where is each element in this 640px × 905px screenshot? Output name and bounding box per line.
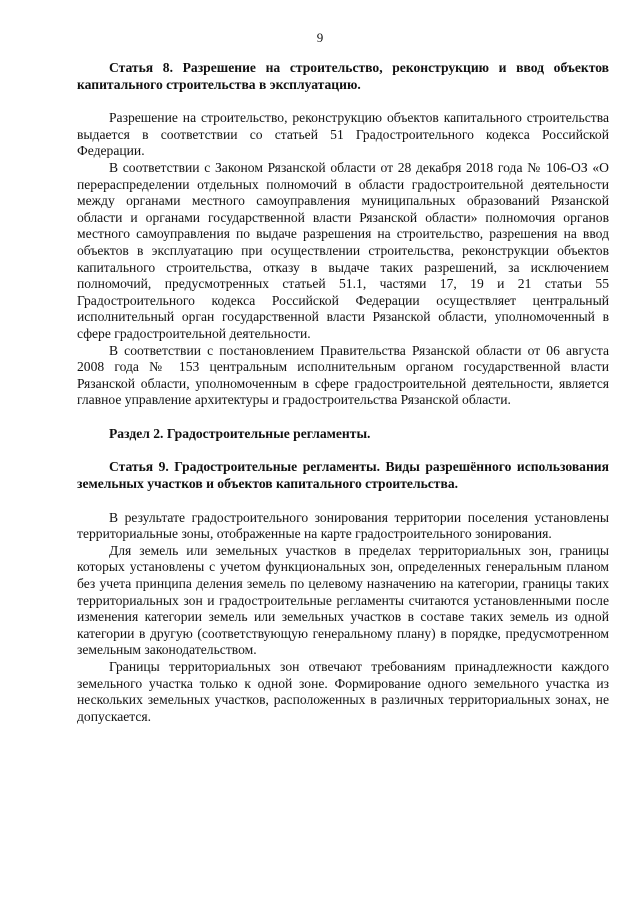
- article-8-paragraph-3: В соответствии с постановлением Правительства Рязанской области от 06 августа 2008 года № 153 центральным исполнительным органом государственной власти Рязанской области, уполномоченным в сфере градостроительной деятельности, является главное управление архитектуры и градостроительства Рязанской области.: [77, 342, 609, 408]
- section-2-heading: Раздел 2. Градостроительные регламенты.: [109, 425, 371, 441]
- article-8-paragraph-1: Разрешение на строительство, реконструкцию объектов капитального строительства выдается в соответствии со статьей 51 Градостроительного кодекса Российской Федерации.: [77, 110, 609, 159]
- page-number: 9: [316, 30, 324, 45]
- article-9-heading: Статья 9. Градостроительные регламенты. Виды разрешённого использования земельных участков и объектов капитального строительства.: [77, 459, 609, 492]
- article-9-paragraph-2: Для земель или земельных участков в пределах территориальных зон, границы которых установлены с учетом функциональных зон, определенных генеральным планом без учета принципа деления земель по целевому назначению на категории, границы таких территориальных зон и градостроительные регламенты считаются установленными после изменения категории земель или земельных участков в составе таких земель из одной категории в другую (соответствующую генеральному плану) в порядке, предусмотренном земельным законодательством.: [77, 542, 609, 658]
- article-8-heading: Статья 8. Разрешение на строительство, реконструкцию и ввод объектов капитального строительства в эксплуатацию.: [77, 60, 609, 92]
- document-body: [77, 60, 609, 725]
- article-9-paragraph-3: Границы территориальных зон отвечают требованиям принадлежности каждого земельного участка только к одной зоне. Формирование одного земельного участка из нескольких земельных участков, расположенных в различных территориальных зонах, не допускается.: [77, 659, 609, 724]
- article-8-paragraph-2: В соответствии с Законом Рязанской области от 28 декабря 2018 года № 106-ОЗ «О перераспределении отдельных полномочий в области градостроительной деятельности между органами местного самоуправления муниципальных образований Рязанской области и органами государственной власти Рязанской области» полномочия органов местного самоуправления по выдаче разрешения на строительство, разрешения на ввод объектов в эксплуатацию при осуществлении строительства, реконструкции объектов капитального строительства, отказу в выдаче таких разрешений, за исключением полномочий, предусмотренных статьей 51.1, частями 17, 19 и 21 статьи 55 Градостроительного кодекса Российской Федерации осуществляет центральный исполнительный орган государственной власти Рязанской области, уполномоченный в сфере градостроительной деятельности.: [77, 159, 609, 341]
- article-9-paragraph-1: В результате градостроительного зонирования территории поселения установлены территориальные зоны, отображенные на карте градостроительного зонирования.: [77, 509, 609, 542]
